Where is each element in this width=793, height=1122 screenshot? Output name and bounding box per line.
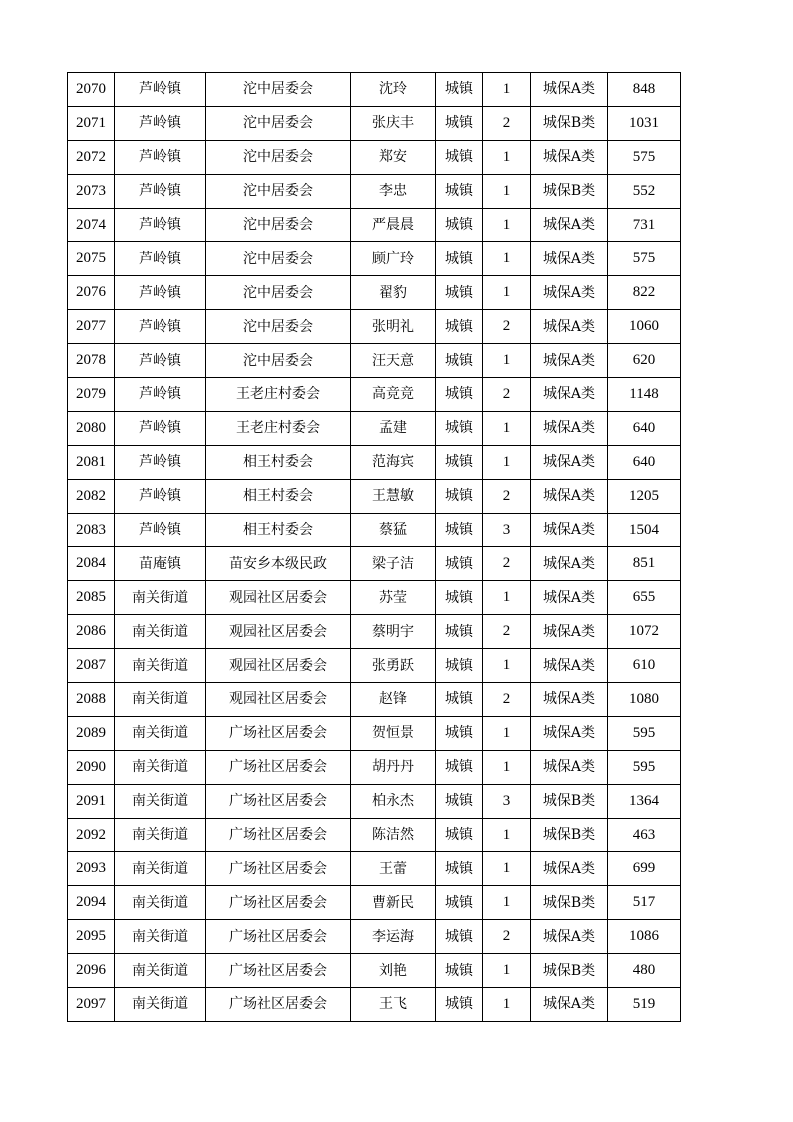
table-row xyxy=(68,140,681,174)
household-type-cell: 城镇 xyxy=(436,513,483,547)
committee-cell: 沱中居委会 xyxy=(206,310,351,344)
amount-cell: 463 xyxy=(608,818,681,852)
amount-cell: 640 xyxy=(608,411,681,445)
committee-cell: 沱中居委会 xyxy=(206,344,351,378)
committee-cell: 沱中居委会 xyxy=(206,106,351,140)
committee-cell: 王老庄村委会 xyxy=(206,378,351,412)
serial-cell: 2072 xyxy=(68,140,115,174)
table-row xyxy=(68,208,681,242)
committee-cell: 广场社区居委会 xyxy=(206,784,351,818)
amount-cell: 1364 xyxy=(608,784,681,818)
town-cell: 芦岭镇 xyxy=(115,106,206,140)
household-type-cell: 城镇 xyxy=(436,411,483,445)
amount-cell: 848 xyxy=(608,73,681,107)
committee-cell: 相王村委会 xyxy=(206,445,351,479)
amount-cell: 699 xyxy=(608,852,681,886)
household-type-cell: 城镇 xyxy=(436,886,483,920)
name-cell: 蔡猛 xyxy=(351,513,436,547)
household-type-cell: 城镇 xyxy=(436,73,483,107)
household-type-cell: 城镇 xyxy=(436,988,483,1022)
committee-cell: 广场社区居委会 xyxy=(206,818,351,852)
serial-cell: 2073 xyxy=(68,174,115,208)
household-type-cell: 城镇 xyxy=(436,479,483,513)
category-cell: 城保A类 xyxy=(531,750,608,784)
people-count-cell: 1 xyxy=(483,886,531,920)
amount-cell: 640 xyxy=(608,445,681,479)
committee-cell: 广场社区居委会 xyxy=(206,852,351,886)
serial-cell: 2087 xyxy=(68,649,115,683)
category-cell: 城保A类 xyxy=(531,581,608,615)
town-cell: 南关街道 xyxy=(115,581,206,615)
name-cell: 沈玲 xyxy=(351,73,436,107)
serial-cell: 2076 xyxy=(68,276,115,310)
table-row xyxy=(68,954,681,988)
amount-cell: 480 xyxy=(608,954,681,988)
people-count-cell: 1 xyxy=(483,818,531,852)
serial-cell: 2083 xyxy=(68,513,115,547)
serial-cell: 2095 xyxy=(68,920,115,954)
amount-cell: 1086 xyxy=(608,920,681,954)
category-cell: 城保A类 xyxy=(531,513,608,547)
category-cell: 城保A类 xyxy=(531,988,608,1022)
town-cell: 南关街道 xyxy=(115,716,206,750)
town-cell: 芦岭镇 xyxy=(115,242,206,276)
category-cell: 城保A类 xyxy=(531,445,608,479)
table-row xyxy=(68,310,681,344)
name-cell: 柏永杰 xyxy=(351,784,436,818)
people-count-cell: 1 xyxy=(483,445,531,479)
amount-cell: 595 xyxy=(608,716,681,750)
table-row xyxy=(68,581,681,615)
serial-cell: 2077 xyxy=(68,310,115,344)
name-cell: 严晨晨 xyxy=(351,208,436,242)
table-row xyxy=(68,174,681,208)
amount-cell: 1148 xyxy=(608,378,681,412)
committee-cell: 相王村委会 xyxy=(206,513,351,547)
amount-cell: 575 xyxy=(608,242,681,276)
committee-cell: 广场社区居委会 xyxy=(206,750,351,784)
town-cell: 南关街道 xyxy=(115,750,206,784)
category-cell: 城保A类 xyxy=(531,716,608,750)
table-row xyxy=(68,242,681,276)
table-row xyxy=(68,344,681,378)
roster-table xyxy=(67,72,681,1022)
people-count-cell: 2 xyxy=(483,378,531,412)
committee-cell: 广场社区居委会 xyxy=(206,954,351,988)
household-type-cell: 城镇 xyxy=(436,750,483,784)
table-row xyxy=(68,920,681,954)
household-type-cell: 城镇 xyxy=(436,378,483,412)
town-cell: 芦岭镇 xyxy=(115,344,206,378)
serial-cell: 2075 xyxy=(68,242,115,276)
people-count-cell: 2 xyxy=(483,920,531,954)
town-cell: 芦岭镇 xyxy=(115,73,206,107)
people-count-cell: 2 xyxy=(483,106,531,140)
serial-cell: 2086 xyxy=(68,615,115,649)
household-type-cell: 城镇 xyxy=(436,818,483,852)
household-type-cell: 城镇 xyxy=(436,140,483,174)
table-row xyxy=(68,683,681,717)
serial-cell: 2097 xyxy=(68,988,115,1022)
amount-cell: 1060 xyxy=(608,310,681,344)
people-count-cell: 1 xyxy=(483,954,531,988)
people-count-cell: 2 xyxy=(483,479,531,513)
name-cell: 曹新民 xyxy=(351,886,436,920)
household-type-cell: 城镇 xyxy=(436,649,483,683)
household-type-cell: 城镇 xyxy=(436,683,483,717)
name-cell: 孟建 xyxy=(351,411,436,445)
amount-cell: 552 xyxy=(608,174,681,208)
committee-cell: 沱中居委会 xyxy=(206,242,351,276)
town-cell: 南关街道 xyxy=(115,818,206,852)
serial-cell: 2094 xyxy=(68,886,115,920)
category-cell: 城保B类 xyxy=(531,174,608,208)
serial-cell: 2096 xyxy=(68,954,115,988)
amount-cell: 595 xyxy=(608,750,681,784)
table-row xyxy=(68,411,681,445)
town-cell: 南关街道 xyxy=(115,886,206,920)
people-count-cell: 1 xyxy=(483,581,531,615)
name-cell: 翟豹 xyxy=(351,276,436,310)
household-type-cell: 城镇 xyxy=(436,344,483,378)
town-cell: 芦岭镇 xyxy=(115,513,206,547)
table-row xyxy=(68,784,681,818)
name-cell: 李忠 xyxy=(351,174,436,208)
name-cell: 李运海 xyxy=(351,920,436,954)
table-row xyxy=(68,547,681,581)
people-count-cell: 1 xyxy=(483,344,531,378)
committee-cell: 观园社区居委会 xyxy=(206,581,351,615)
people-count-cell: 2 xyxy=(483,310,531,344)
people-count-cell: 2 xyxy=(483,547,531,581)
table-row xyxy=(68,852,681,886)
table-row xyxy=(68,886,681,920)
serial-cell: 2070 xyxy=(68,73,115,107)
people-count-cell: 2 xyxy=(483,615,531,649)
committee-cell: 观园社区居委会 xyxy=(206,683,351,717)
category-cell: 城保A类 xyxy=(531,73,608,107)
people-count-cell: 1 xyxy=(483,174,531,208)
category-cell: 城保A类 xyxy=(531,310,608,344)
name-cell: 蔡明宇 xyxy=(351,615,436,649)
amount-cell: 610 xyxy=(608,649,681,683)
town-cell: 南关街道 xyxy=(115,784,206,818)
name-cell: 汪天意 xyxy=(351,344,436,378)
people-count-cell: 1 xyxy=(483,649,531,683)
category-cell: 城保A类 xyxy=(531,242,608,276)
category-cell: 城保A类 xyxy=(531,920,608,954)
category-cell: 城保A类 xyxy=(531,140,608,174)
category-cell: 城保B类 xyxy=(531,886,608,920)
serial-cell: 2091 xyxy=(68,784,115,818)
amount-cell: 575 xyxy=(608,140,681,174)
table-row xyxy=(68,615,681,649)
household-type-cell: 城镇 xyxy=(436,242,483,276)
amount-cell: 517 xyxy=(608,886,681,920)
people-count-cell: 1 xyxy=(483,208,531,242)
category-cell: 城保A类 xyxy=(531,276,608,310)
amount-cell: 1031 xyxy=(608,106,681,140)
table-row xyxy=(68,750,681,784)
amount-cell: 1504 xyxy=(608,513,681,547)
people-count-cell: 1 xyxy=(483,73,531,107)
table-row xyxy=(68,445,681,479)
household-type-cell: 城镇 xyxy=(436,445,483,479)
name-cell: 苏莹 xyxy=(351,581,436,615)
serial-cell: 2089 xyxy=(68,716,115,750)
name-cell: 高竞竞 xyxy=(351,378,436,412)
household-type-cell: 城镇 xyxy=(436,106,483,140)
table-row xyxy=(68,106,681,140)
name-cell: 王蕾 xyxy=(351,852,436,886)
category-cell: 城保B类 xyxy=(531,106,608,140)
committee-cell: 沱中居委会 xyxy=(206,140,351,174)
name-cell: 范海宾 xyxy=(351,445,436,479)
people-count-cell: 2 xyxy=(483,683,531,717)
people-count-cell: 1 xyxy=(483,988,531,1022)
amount-cell: 822 xyxy=(608,276,681,310)
committee-cell: 王老庄村委会 xyxy=(206,411,351,445)
table-row xyxy=(68,378,681,412)
town-cell: 南关街道 xyxy=(115,852,206,886)
serial-cell: 2085 xyxy=(68,581,115,615)
category-cell: 城保A类 xyxy=(531,208,608,242)
category-cell: 城保A类 xyxy=(531,649,608,683)
name-cell: 梁子洁 xyxy=(351,547,436,581)
town-cell: 南关街道 xyxy=(115,988,206,1022)
town-cell: 芦岭镇 xyxy=(115,276,206,310)
people-count-cell: 1 xyxy=(483,140,531,174)
town-cell: 芦岭镇 xyxy=(115,174,206,208)
town-cell: 南关街道 xyxy=(115,683,206,717)
name-cell: 张明礼 xyxy=(351,310,436,344)
category-cell: 城保B类 xyxy=(531,954,608,988)
name-cell: 刘艳 xyxy=(351,954,436,988)
serial-cell: 2082 xyxy=(68,479,115,513)
people-count-cell: 1 xyxy=(483,276,531,310)
household-type-cell: 城镇 xyxy=(436,954,483,988)
serial-cell: 2092 xyxy=(68,818,115,852)
household-type-cell: 城镇 xyxy=(436,276,483,310)
serial-cell: 2084 xyxy=(68,547,115,581)
amount-cell: 655 xyxy=(608,581,681,615)
category-cell: 城保A类 xyxy=(531,547,608,581)
people-count-cell: 3 xyxy=(483,784,531,818)
town-cell: 芦岭镇 xyxy=(115,310,206,344)
people-count-cell: 1 xyxy=(483,750,531,784)
name-cell: 王飞 xyxy=(351,988,436,1022)
serial-cell: 2080 xyxy=(68,411,115,445)
committee-cell: 沱中居委会 xyxy=(206,276,351,310)
amount-cell: 851 xyxy=(608,547,681,581)
town-cell: 芦岭镇 xyxy=(115,411,206,445)
table-row xyxy=(68,73,681,107)
town-cell: 南关街道 xyxy=(115,615,206,649)
amount-cell: 519 xyxy=(608,988,681,1022)
table-row xyxy=(68,479,681,513)
serial-cell: 2071 xyxy=(68,106,115,140)
table-row xyxy=(68,988,681,1022)
committee-cell: 沱中居委会 xyxy=(206,174,351,208)
table-row xyxy=(68,513,681,547)
name-cell: 郑安 xyxy=(351,140,436,174)
town-cell: 芦岭镇 xyxy=(115,479,206,513)
committee-cell: 苗安乡本级民政 xyxy=(206,547,351,581)
name-cell: 赵锋 xyxy=(351,683,436,717)
serial-cell: 2079 xyxy=(68,378,115,412)
household-type-cell: 城镇 xyxy=(436,310,483,344)
committee-cell: 广场社区居委会 xyxy=(206,920,351,954)
committee-cell: 相王村委会 xyxy=(206,479,351,513)
household-type-cell: 城镇 xyxy=(436,615,483,649)
serial-cell: 2074 xyxy=(68,208,115,242)
committee-cell: 广场社区居委会 xyxy=(206,886,351,920)
table-row xyxy=(68,716,681,750)
category-cell: 城保B类 xyxy=(531,784,608,818)
name-cell: 胡丹丹 xyxy=(351,750,436,784)
household-type-cell: 城镇 xyxy=(436,174,483,208)
household-type-cell: 城镇 xyxy=(436,716,483,750)
committee-cell: 沱中居委会 xyxy=(206,208,351,242)
town-cell: 芦岭镇 xyxy=(115,445,206,479)
household-type-cell: 城镇 xyxy=(436,784,483,818)
name-cell: 顾广玲 xyxy=(351,242,436,276)
town-cell: 南关街道 xyxy=(115,649,206,683)
serial-cell: 2093 xyxy=(68,852,115,886)
name-cell: 王慧敏 xyxy=(351,479,436,513)
category-cell: 城保B类 xyxy=(531,818,608,852)
serial-cell: 2090 xyxy=(68,750,115,784)
town-cell: 芦岭镇 xyxy=(115,378,206,412)
amount-cell: 1080 xyxy=(608,683,681,717)
amount-cell: 1072 xyxy=(608,615,681,649)
people-count-cell: 1 xyxy=(483,852,531,886)
table-row xyxy=(68,276,681,310)
name-cell: 张庆丰 xyxy=(351,106,436,140)
household-type-cell: 城镇 xyxy=(436,920,483,954)
people-count-cell: 1 xyxy=(483,411,531,445)
name-cell: 陈洁然 xyxy=(351,818,436,852)
people-count-cell: 3 xyxy=(483,513,531,547)
committee-cell: 广场社区居委会 xyxy=(206,716,351,750)
category-cell: 城保A类 xyxy=(531,344,608,378)
category-cell: 城保A类 xyxy=(531,378,608,412)
town-cell: 南关街道 xyxy=(115,920,206,954)
town-cell: 芦岭镇 xyxy=(115,208,206,242)
people-count-cell: 1 xyxy=(483,716,531,750)
table-row xyxy=(68,818,681,852)
roster-body xyxy=(68,73,681,1022)
name-cell: 张勇跃 xyxy=(351,649,436,683)
committee-cell: 观园社区居委会 xyxy=(206,615,351,649)
category-cell: 城保A类 xyxy=(531,852,608,886)
town-cell: 苗庵镇 xyxy=(115,547,206,581)
household-type-cell: 城镇 xyxy=(436,852,483,886)
table-row xyxy=(68,649,681,683)
serial-cell: 2088 xyxy=(68,683,115,717)
household-type-cell: 城镇 xyxy=(436,208,483,242)
category-cell: 城保A类 xyxy=(531,615,608,649)
serial-cell: 2078 xyxy=(68,344,115,378)
amount-cell: 731 xyxy=(608,208,681,242)
amount-cell: 620 xyxy=(608,344,681,378)
committee-cell: 观园社区居委会 xyxy=(206,649,351,683)
town-cell: 南关街道 xyxy=(115,954,206,988)
category-cell: 城保A类 xyxy=(531,683,608,717)
committee-cell: 沱中居委会 xyxy=(206,73,351,107)
committee-cell: 广场社区居委会 xyxy=(206,988,351,1022)
category-cell: 城保A类 xyxy=(531,411,608,445)
name-cell: 贺恒景 xyxy=(351,716,436,750)
household-type-cell: 城镇 xyxy=(436,581,483,615)
household-type-cell: 城镇 xyxy=(436,547,483,581)
category-cell: 城保A类 xyxy=(531,479,608,513)
serial-cell: 2081 xyxy=(68,445,115,479)
amount-cell: 1205 xyxy=(608,479,681,513)
people-count-cell: 1 xyxy=(483,242,531,276)
town-cell: 芦岭镇 xyxy=(115,140,206,174)
